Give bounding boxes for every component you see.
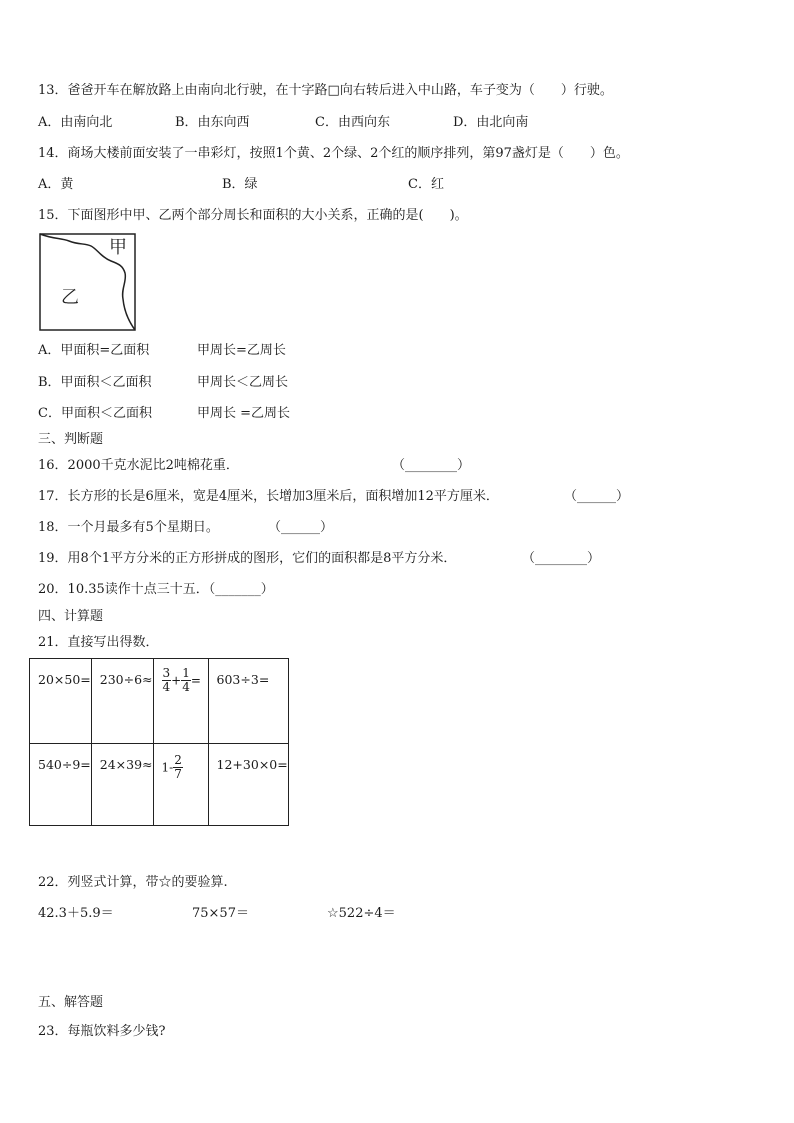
q14-option-a: A．黄 [38, 177, 74, 192]
q15-option-b-area: B．甲面积＜乙面积 [38, 375, 152, 390]
q15-option-a-area: A．甲面积=乙面积 [38, 343, 150, 358]
label-jia: 甲 [109, 237, 127, 258]
calc-cell[interactable]: 24×39≈ [91, 744, 153, 826]
plus-sign: + [171, 673, 182, 688]
q15-option-c-area: C．甲面积＜乙面积 [38, 406, 152, 421]
q19-answer-blank[interactable]: （________） [522, 551, 601, 566]
q16-answer-blank[interactable]: （________） [392, 458, 471, 473]
q21-calc-table [29, 658, 289, 826]
question-15-stem: 15．下面图形中甲、乙两个部分周长和面积的大小关系，正确的是( )。 [38, 208, 468, 223]
section-4-heading: 四、计算题 [38, 609, 104, 624]
one-minus: 1- [161, 760, 174, 775]
q13-option-a: A．由南向北 [38, 115, 113, 130]
fraction: $\frac{3}{4}$ [162, 666, 171, 694]
q18-answer-blank[interactable]: （______） [268, 520, 334, 535]
calc-cell-fraction-diff[interactable] [153, 744, 208, 826]
question-21-stem: 21．直接写出得数． [38, 635, 159, 650]
question-13-stem: 13．爸爸开车在解放路上由南向北行驶，在十字路□向右转后进入中山路，车子变为（ ）行驶。 [38, 83, 613, 98]
calc-cell-fraction-sum[interactable] [153, 659, 208, 744]
q15-option-a-perimeter: 甲周长=乙周长 [197, 343, 286, 358]
q15-shape-diagram [39, 233, 136, 331]
q15-figure [39, 233, 136, 331]
question-17-stem: 17．长方形的长是6厘米，宽是4厘米，长增加3厘米后，面积增加12平方厘米． [38, 489, 499, 504]
question-16-stem: 16．2000千克水泥比2吨棉花重． [38, 458, 239, 473]
q14-option-c: C．红 [408, 177, 444, 192]
table-row [30, 744, 289, 826]
q13-option-d: D．由北向南 [453, 115, 529, 130]
table-row [30, 659, 289, 744]
q22-item-2: 75×57＝ [192, 906, 249, 921]
section-5-heading: 五、解答题 [38, 995, 104, 1010]
question-20-stem: 20．10.35读作十点三十五．（_______） [38, 582, 274, 597]
calc-cell[interactable]: 20×50= [30, 659, 92, 744]
section-3-heading: 三、判断题 [38, 432, 104, 447]
equals-sign: = [190, 673, 201, 688]
fraction: $\frac{2}{7}$ [174, 753, 182, 781]
q13-option-b: B．由东向西 [175, 115, 250, 130]
calc-cell[interactable]: 540÷9= [30, 744, 92, 826]
question-18-stem: 18．一个月最多有5个星期日。 [38, 520, 219, 535]
question-19-stem: 19．用8个1平方分米的正方形拼成的图形，它们的面积都是8平方分米． [38, 551, 457, 566]
q22-item-3: ☆522÷4＝ [327, 906, 396, 921]
q14-option-b: B．绿 [222, 177, 258, 192]
calc-cell[interactable]: 230÷6≈ [91, 659, 153, 744]
question-14-stem: 14．商场大楼前面安装了一串彩灯，按照1个黄、2个绿、2个红的顺序排列，第97盏灯是（ ）色。 [38, 146, 629, 161]
calc-cell[interactable]: 12+30×0= [208, 744, 288, 826]
calc-cell[interactable]: 603÷3= [208, 659, 288, 744]
question-22-stem: 22．列竖式计算，带☆的要验算. [38, 875, 228, 890]
q17-answer-blank[interactable]: （______） [564, 489, 630, 504]
q15-option-c-perimeter: 甲周长 =乙周长 [197, 406, 291, 421]
label-yi: 乙 [61, 287, 79, 308]
question-23-stem: 23．每瓶饮料多少钱? [38, 1024, 166, 1039]
q22-item-1: 42.3＋5.9＝ [38, 906, 114, 921]
q13-option-c: C．由西向东 [315, 115, 390, 130]
fraction: $\frac{1}{4}$ [182, 666, 190, 694]
q15-option-b-perimeter: 甲周长＜乙周长 [197, 375, 289, 390]
